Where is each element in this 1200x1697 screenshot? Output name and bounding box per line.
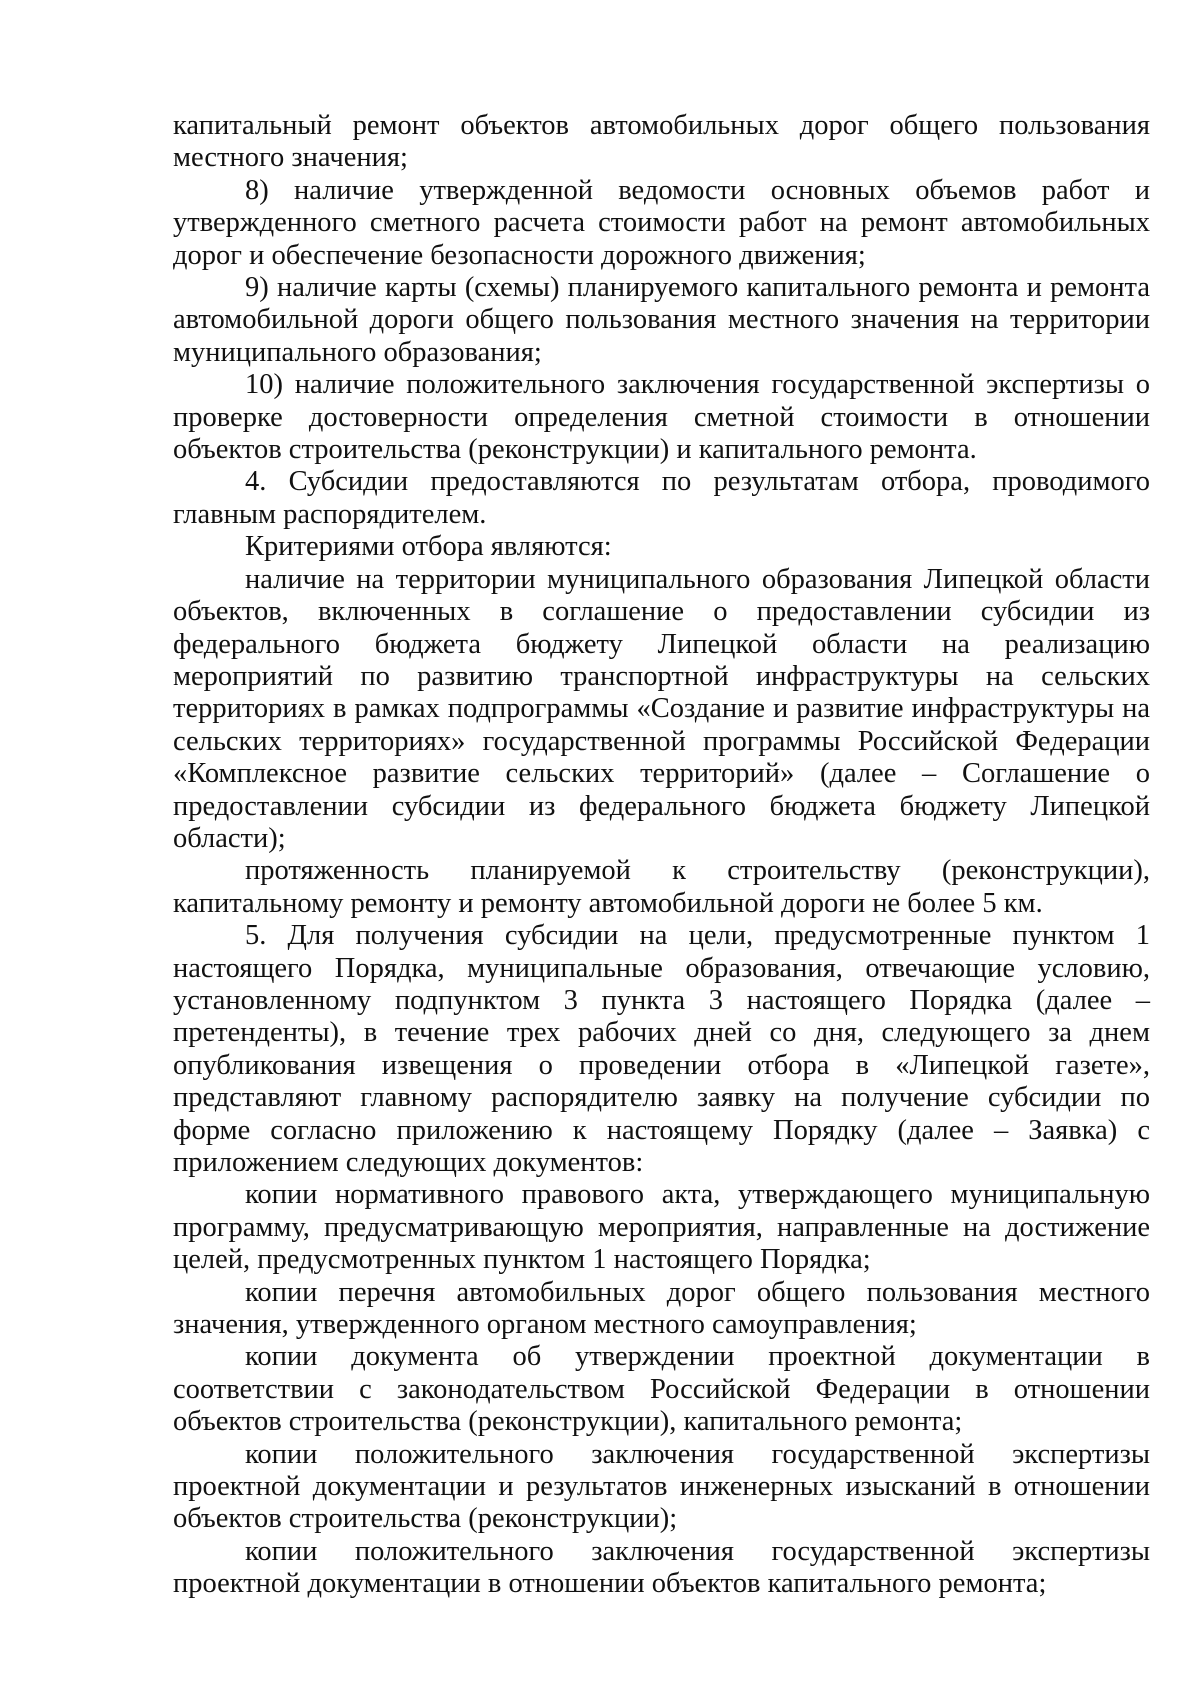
paragraph-doc-roads-list: копии перечня автомобильных дорог общего пользования местного значения, утвержденного органом местного самоуправления;	[173, 1276, 1150, 1341]
document-page	[173, 110, 1150, 1601]
paragraph-continuation: капитальный ремонт объектов автомобильных дорог общего пользования местного значения;	[173, 110, 1150, 174]
paragraph-section-4: 4. Субсидии предоставляются по результатам отбора, проводимого главным распорядителем.	[173, 466, 1150, 530]
paragraph-item-9: 9) наличие карты (схемы) планируемого капитального ремонта и ремонта автомобильной дороги общего пользования местного значения на территории муниципального образования;	[173, 272, 1150, 368]
paragraph-criterion-length: протяженность планируемой к строительству (реконструкции), капитальному ремонту и ремонту автомобильной дороги не более 5 км.	[173, 855, 1150, 919]
paragraph-item-10: 10) наличие положительного заключения государственной экспертизы о проверке достоверности определения сметной стоимости в отношении объектов строительства (реконструкции) и капитального ремонта.	[173, 369, 1150, 466]
paragraph-criteria-heading: Критериями отбора являются:	[245, 531, 612, 563]
paragraph-doc-program: копии нормативного правового акта, утверждающего муниципальную программу, предусматривающую мероприятия, направленные на достижение целей, предусмотренных пунктом 1 настоящего Порядка;	[173, 1179, 1150, 1276]
paragraph-doc-expertise-repair: копии положительного заключения государственной экспертизы проектной документации в отношении объектов капитального ремонта;	[173, 1535, 1150, 1600]
paragraph-item-8: 8) наличие утвержденной ведомости основных объемов работ и утвержденного сметного расчета стоимости работ на ремонт автомобильных дорог и обеспечение безопасности дорожного движения;	[173, 174, 1150, 271]
paragraph-doc-expertise-construction: копии положительного заключения государственной экспертизы проектной документации и результатов инженерных изысканий в отношении объектов строительства (реконструкции);	[173, 1438, 1150, 1535]
paragraph-criterion-objects: наличие на территории муниципального образования Липецкой области объектов, включенных в соглашение о предоставлении субсидии из федерального бюджета бюджету Липецкой области на реализацию мероприятий по развитию транспортной инфраструктуры на сельских территориях в рамках подпрограммы «Создание и развитие инфраструктуры на сельских территориях» государственной программы Российской Федерации «Комплексное развитие сельских территорий» (далее – Соглашение о предоставлении субсидии из федерального бюджета бюджету Липецкой области);	[173, 563, 1150, 854]
paragraph-doc-approval: копии документа об утверждении проектной документации в соответствии с законодательством Российской Федерации в отношении объектов строительства (реконструкции), капитального ремонта;	[173, 1341, 1150, 1438]
paragraph-section-5: 5. Для получения субсидии на цели, предусмотренные пунктом 1 настоящего Порядка, муниципальные образования, отвечающие условию, установленному подпунктом 3 пункта 3 настоящего Порядка (далее – претенденты), в течение трех рабочих дней со дня, следующего за днем опубликования извещения о проведении отбора в «Липецкой газете», представляют главному распорядителю заявку на получение субсидии по форме согласно приложению к настоящему Порядку (далее – Заявка) с приложением следующих документов:	[173, 920, 1150, 1178]
